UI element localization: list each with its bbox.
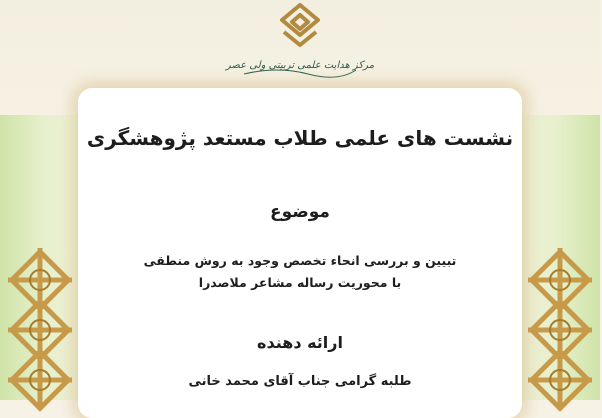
subject-line-2: با محوریت رساله مشاعر ملاصدرا bbox=[198, 275, 402, 290]
subject-heading: موضوع bbox=[270, 202, 330, 222]
subject-text bbox=[78, 250, 522, 294]
presenter-heading: ارائه دهنده bbox=[257, 333, 343, 352]
subject-line-1: تبیین و بررسی انحاء تخصص وجود به روش منطقی bbox=[143, 253, 457, 268]
presenter-name: طلبه گرامی جناب آقای محمد خانی bbox=[188, 374, 412, 389]
poster-title: نشست های علمی طلاب مستعد پژوهشگری bbox=[86, 126, 514, 150]
calligraphy-text: مرکز هدایت علمی تربیتی ولی عصر bbox=[225, 60, 375, 71]
geometric-emblem-icon bbox=[270, 2, 330, 48]
calligraphy-logotype bbox=[225, 44, 375, 80]
